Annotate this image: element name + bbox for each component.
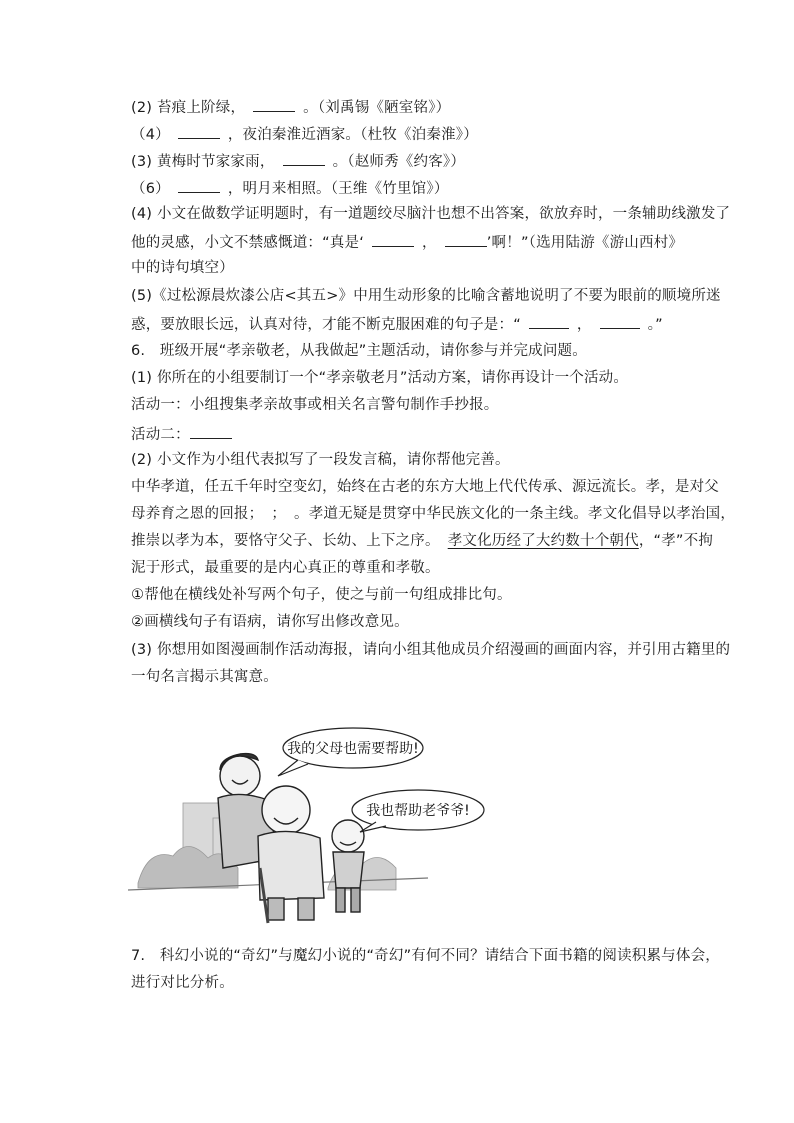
q6-activity-2 <box>131 423 232 445</box>
item-text: 惑，要放眼长远，认真对待，才能不断克服困难的句子是：“ <box>131 317 521 333</box>
child-figure <box>332 820 364 912</box>
grandfather-figure <box>258 786 324 923</box>
q5-item-4b-line2 <box>131 231 683 253</box>
q6-paragraph-line4: 泥于形式，最重要的是内心真正的尊重和孝敬。 <box>131 560 440 576</box>
bubble-2-text: 我也帮助老爷爷! <box>366 803 470 819</box>
speech-bubble-2 <box>352 790 484 832</box>
item-text: ， <box>422 235 437 251</box>
q5-item-5-line1: (5)《过松源晨炊漆公店<其五>》中用生动形象的比喻含蓄地说明了不要为眼前的顺境所迷 <box>131 288 721 304</box>
q5-item-4b-line1: (4) 小文在做数学证明题时，有一道题绞尽脑汁也想不出答案，欲放弃时，一条辅助线激发了 <box>131 206 731 222</box>
q6-sub2: ②画横线句子有语病，请你写出修改意见。 <box>131 614 409 630</box>
q6-paragraph-line3 <box>131 531 713 551</box>
q6-paragraph-line2 <box>131 504 735 524</box>
answer-blank[interactable] <box>283 150 325 166</box>
q6-paragraph-line1: 中华孝道，任五千年时空变幻，始终在古老的东方大地上代代传承、源远流长。孝，是对父 <box>131 479 719 495</box>
item-text: 他的灵感，小文不禁感慨道：“真是‘ <box>131 235 365 251</box>
q5-item-5-line2 <box>131 313 663 335</box>
q6-part2: (2) 小文作为小组代表拟写了一段发言稿，请你帮他完善。 <box>131 452 510 468</box>
q5-item-6 <box>131 177 449 199</box>
answer-blank[interactable] <box>253 96 295 112</box>
bubble-1-text: 我的父母也需要帮助! <box>287 741 419 757</box>
cartoon-illustration <box>128 718 508 933</box>
q5-item-3 <box>131 150 465 172</box>
q5-item-2 <box>131 96 450 118</box>
q5-item-4 <box>131 123 478 145</box>
answer-blank[interactable] <box>190 423 232 439</box>
q6-part3-line1: (3) 你想用如图漫画制作活动海报，请向小组其他成员介绍漫画的画面内容，并引用古籍里的 <box>131 642 731 658</box>
item-text: ，明月来相照。（王维《竹里馆》） <box>227 181 449 197</box>
item-text: ’啊！”（选用陆游《游山西村》 <box>486 235 684 251</box>
answer-blank[interactable] <box>529 313 569 329</box>
item-text: ； <box>271 506 287 522</box>
item-text: 。孝道无疑是贯穿中华民族文化的一条主线。孝文化倡导以孝治国， <box>294 506 736 522</box>
item-text: 活动二： <box>131 427 190 443</box>
item-text: 。（刘禹锡《陋室铭》） <box>303 100 451 116</box>
q6-sub1: ①帮他在横线处补写两个句子，使之与前一句组成排比句。 <box>131 587 512 603</box>
item-text: ，夜泊秦淮近酒家。（杜牧《泊秦淮》） <box>227 127 478 143</box>
item-text: (2) 苔痕上阶绿， <box>131 100 246 116</box>
item-text: 。（赵师秀《约客》） <box>332 154 466 170</box>
item-text: 推崇以孝为本，要恪守父子、长幼、上下之序。 <box>131 533 440 549</box>
q7-line2: 进行对比分析。 <box>131 975 234 991</box>
answer-blank[interactable] <box>372 231 414 247</box>
q5-item-4b-line3: 中的诗句填空） <box>131 260 234 276</box>
item-text: ，“孝”不拘 <box>638 533 714 549</box>
answer-blank[interactable] <box>178 123 220 139</box>
item-text: 。” <box>647 317 663 333</box>
answer-blank[interactable] <box>600 313 640 329</box>
speech-bubble-1 <box>278 728 423 776</box>
item-text: ， <box>576 317 592 333</box>
q6-activity-1: 活动一：小组搜集孝亲故事或相关名言警句制作手抄报。 <box>131 397 499 413</box>
item-text: （6） <box>131 181 170 197</box>
q7-line1: 7. 科幻小说的“奇幻”与魔幻小说的“奇幻”有何不同？请结合下面书籍的阅读积累与体会， <box>131 948 720 964</box>
answer-blank[interactable] <box>178 177 220 193</box>
answer-blank[interactable] <box>445 231 487 247</box>
q6-part1: (1) 你所在的小组要制订一个“孝亲敬老月”活动方案，请你再设计一个活动。 <box>131 370 629 386</box>
underlined-sentence: 孝文化历经了大约数十个朝代 <box>447 533 639 549</box>
q6-part3-line2: 一句名言揭示其寓意。 <box>131 669 278 685</box>
item-text: （4） <box>131 127 170 143</box>
item-text: 母养育之恩的回报； <box>131 506 264 522</box>
q6-title: 6. 班级开展“孝亲敬老，从我做起”主题活动，请你参与并完成问题。 <box>131 343 587 359</box>
item-text: (3) 黄梅时节家家雨， <box>131 154 275 170</box>
